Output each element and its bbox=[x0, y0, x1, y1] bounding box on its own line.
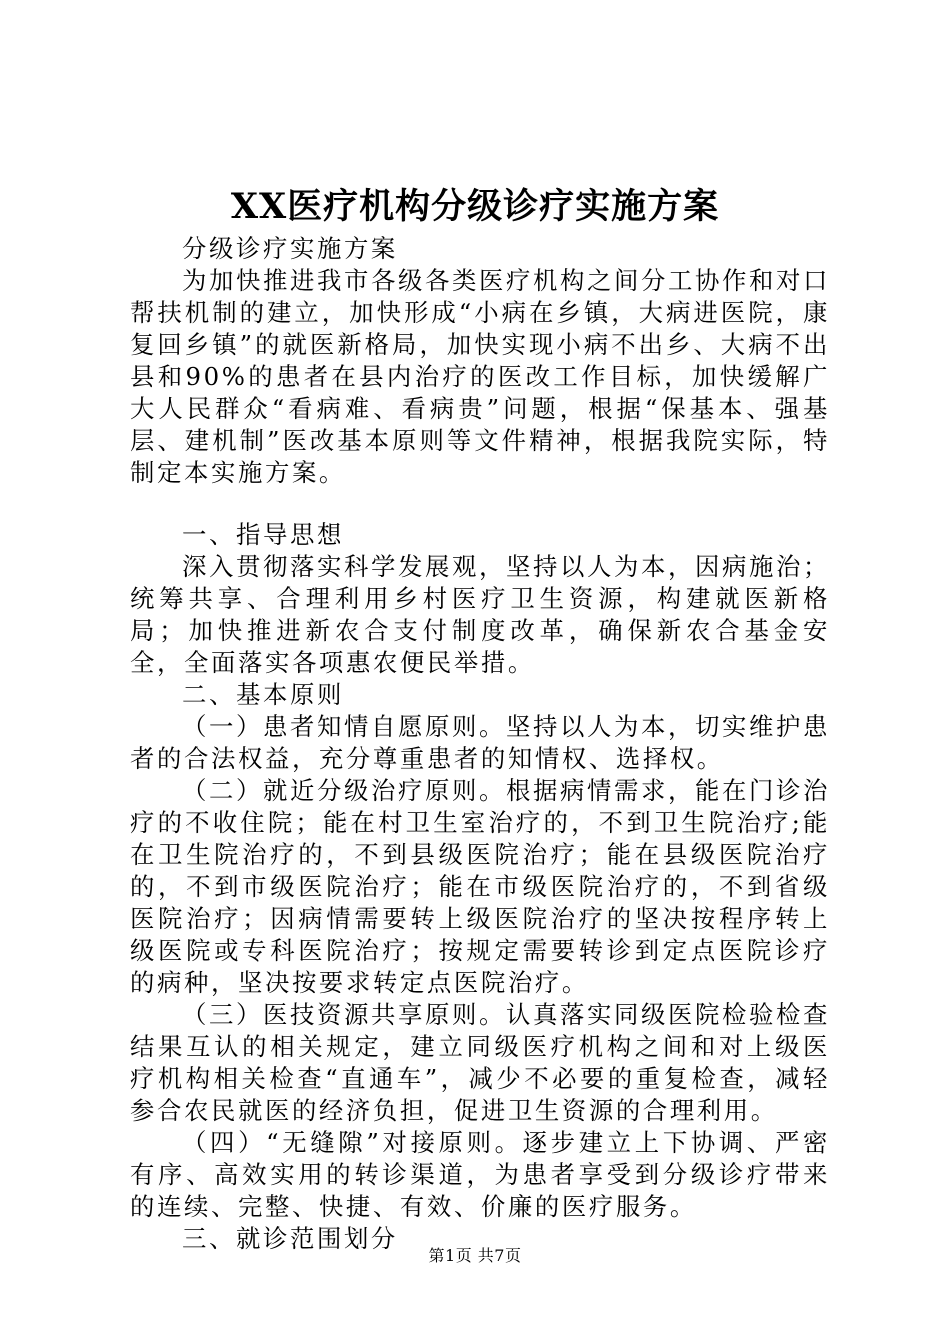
section-heading-scope-division: 三、就诊范围划分 bbox=[182, 1224, 398, 1253]
section-heading-guiding-ideology: 一、指导思想 bbox=[182, 520, 344, 549]
intro-paragraph: 为加快推进我市各级各类医疗机构之间分工协作和对口帮扶机制的建立，加快形成“小病在乡镇，大病进医院，康复回乡镇”的就医新格局，加快实现小病不出乡、大病不出县和90%的患者在县内治疗的医改工作目标，加快缓解广大人民群众“看病难、看病贵”问题，根据“保基本、强基层、建机制”医改基本原则等文件精神，根据我院实际，特制定本实施方案。 bbox=[130, 266, 830, 487]
section-heading-basic-principles: 二、基本原则 bbox=[182, 680, 344, 709]
principle-tiered-treatment: （二）就近分级治疗原则。根据病情需求，能在门诊治疗的不收住院；能在村卫生室治疗的，不到卫生院治疗;能在卫生院治疗的，不到县级医院治疗；能在县级医院治疗的，不到市级医院治疗；能在市级医院治疗的，不到省级医院治疗；因病情需要转上级医院治疗的坚决按程序转上级医院或专科医院治疗；按规定需要转诊到定点医院诊疗的病种，坚决按要求转定点医院治疗。 bbox=[130, 776, 830, 997]
document-subtitle: 分级诊疗实施方案 bbox=[182, 234, 398, 263]
document-body bbox=[130, 233, 830, 1255]
principle-seamless-connection: （四）“无缝隙”对接原则。逐步建立上下协调、严密有序、高效实用的转诊渠道，为患者享受到分级诊疗带来的连续、完整、快捷、有效、价廉的医疗服务。 bbox=[130, 1128, 830, 1221]
principle-resource-sharing: （三）医技资源共享原则。认真落实同级医院检验检查结果互认的相关规定，建立同级医疗机构之间和对上级医疗机构相关检查“直通车”，减少不必要的重复检查，减轻参合农民就医的经济负担，促进卫生资源的合理利用。 bbox=[130, 1000, 830, 1125]
principle-informed-consent: （一）患者知情自愿原则。坚持以人为本，切实维护患者的合法权益，充分尊重患者的知情权、选择权。 bbox=[130, 712, 830, 773]
page-number-footer: 第1页 共7页 bbox=[428, 1246, 522, 1265]
document-title: XX医疗机构分级诊疗实施方案 bbox=[230, 186, 720, 227]
guiding-ideology-paragraph: 深入贯彻落实科学发展观，坚持以人为本，因病施治；统筹共享、合理利用乡村医疗卫生资源，构建就医新格局；加快推进新农合支付制度改革，确保新农合基金安全，全面落实各项惠农便民举措。 bbox=[130, 552, 830, 677]
paragraph-spacer bbox=[130, 489, 830, 519]
